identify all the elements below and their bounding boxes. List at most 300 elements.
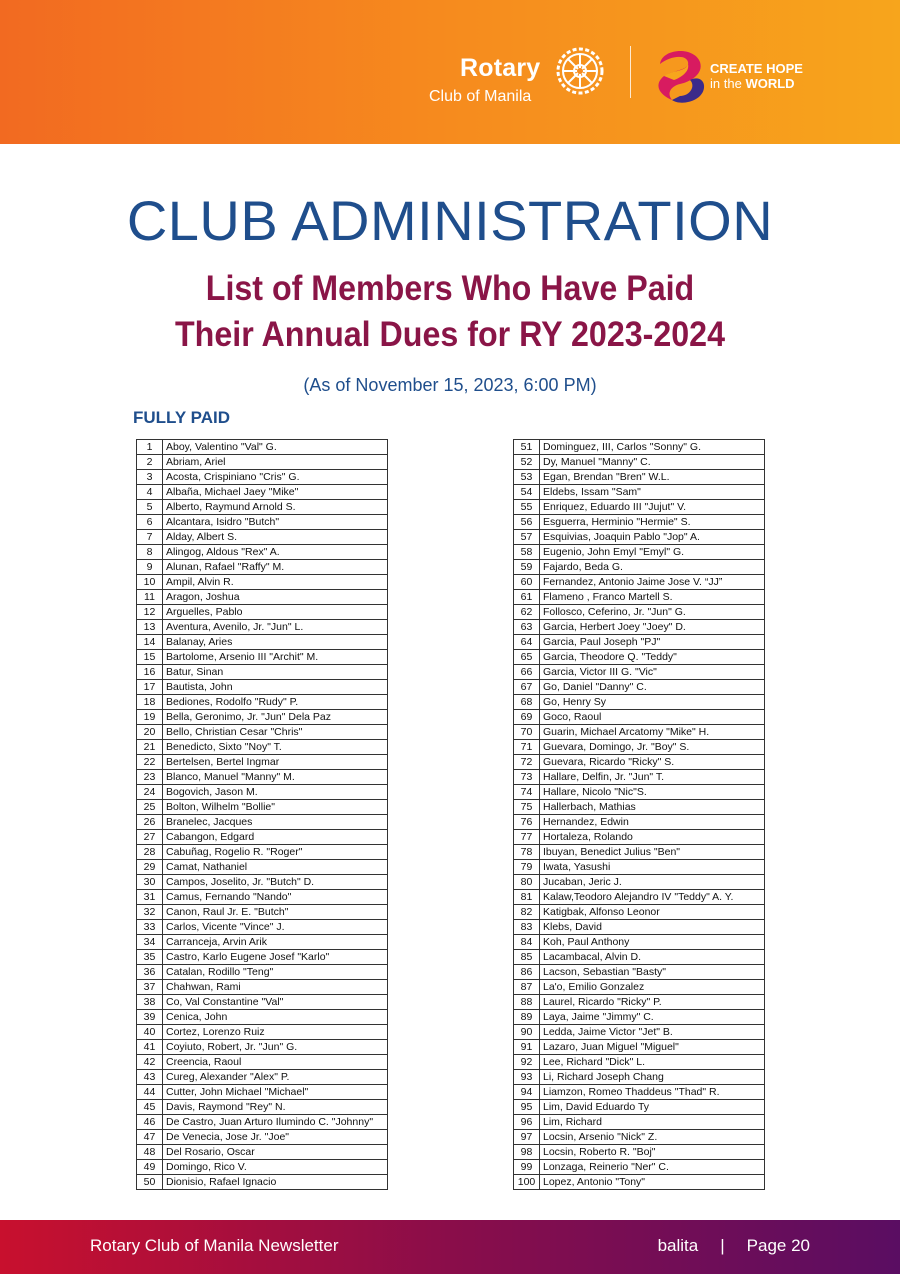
member-row — [137, 1115, 388, 1130]
footer-newsletter-name: Rotary Club of Manila Newsletter — [90, 1236, 339, 1255]
member-name: Lonzaga, Reinerio "Ner" C. — [540, 1160, 765, 1175]
member-name: Goco, Raoul — [540, 710, 765, 725]
member-number: 57 — [514, 530, 540, 545]
rotary-logo-subtitle: Club of Manila — [429, 88, 532, 105]
subtitle-line1: List of Members Who Have Paid — [205, 269, 695, 308]
member-name: Bartolome, Arsenio III "Archit" M. — [163, 650, 388, 665]
member-row — [514, 890, 765, 905]
member-name: Egan, Brendan "Bren" W.L. — [540, 470, 765, 485]
member-number: 98 — [514, 1145, 540, 1160]
member-number: 93 — [514, 1070, 540, 1085]
member-row — [514, 770, 765, 785]
member-row — [514, 455, 765, 470]
member-name: Garcia, Theodore Q. "Teddy" — [540, 650, 765, 665]
member-row — [137, 965, 388, 980]
member-number: 4 — [137, 485, 163, 500]
member-number: 68 — [514, 695, 540, 710]
member-row — [514, 530, 765, 545]
member-name: Lopez, Antonio "Tony" — [540, 1175, 765, 1190]
member-number: 10 — [137, 575, 163, 590]
member-name: Fernandez, Antonio Jaime Jose V. “JJ” — [540, 575, 765, 590]
member-number: 73 — [514, 770, 540, 785]
member-name: Go, Daniel "Danny" C. — [540, 680, 765, 695]
rotary-wheel-icon — [552, 43, 608, 99]
member-number: 19 — [137, 710, 163, 725]
member-name: Cabuñag, Rogelio R. "Roger" — [163, 845, 388, 860]
member-name: Kalaw,Teodoro Alejandro IV "Teddy" A. Y. — [540, 890, 765, 905]
member-row — [514, 680, 765, 695]
member-number: 88 — [514, 995, 540, 1010]
member-number: 97 — [514, 1130, 540, 1145]
member-row — [514, 1055, 765, 1070]
member-name: Liamzon, Romeo Thaddeus "Thad" R. — [540, 1085, 765, 1100]
member-number: 72 — [514, 755, 540, 770]
page-footer — [0, 1220, 900, 1274]
member-name: Carlos, Vicente "Vince" J. — [163, 920, 388, 935]
member-number: 41 — [137, 1040, 163, 1055]
member-number: 3 — [137, 470, 163, 485]
member-row — [137, 845, 388, 860]
member-number: 60 — [514, 575, 540, 590]
member-row — [514, 1085, 765, 1100]
page-header — [0, 0, 900, 144]
member-name: Cutter, John Michael "Michael" — [163, 1085, 388, 1100]
member-number: 74 — [514, 785, 540, 800]
member-number: 49 — [137, 1160, 163, 1175]
member-row — [514, 1145, 765, 1160]
member-number: 78 — [514, 845, 540, 860]
member-number: 84 — [514, 935, 540, 950]
member-row — [514, 875, 765, 890]
member-number: 5 — [137, 500, 163, 515]
member-number: 7 — [137, 530, 163, 545]
member-row — [514, 1160, 765, 1175]
member-number: 61 — [514, 590, 540, 605]
member-name: Cabangon, Edgard — [163, 830, 388, 845]
member-number: 25 — [137, 800, 163, 815]
footer-publication: balita — [657, 1236, 699, 1255]
member-row — [514, 860, 765, 875]
member-number: 55 — [514, 500, 540, 515]
member-name: Bolton, Wilhelm "Bollie" — [163, 800, 388, 815]
member-name: Esquivias, Joaquin Pablo "Jop" A. — [540, 530, 765, 545]
member-number: 17 — [137, 680, 163, 695]
member-number: 14 — [137, 635, 163, 650]
member-row — [514, 785, 765, 800]
member-row — [514, 590, 765, 605]
member-row — [137, 470, 388, 485]
member-number: 70 — [514, 725, 540, 740]
member-name: Jucaban, Jeric J. — [540, 875, 765, 890]
member-name: Coyiuto, Robert, Jr. "Jun" G. — [163, 1040, 388, 1055]
member-number: 95 — [514, 1100, 540, 1115]
member-number: 51 — [514, 440, 540, 455]
member-number: 42 — [137, 1055, 163, 1070]
member-name: Bertelsen, Bertel Ingmar — [163, 755, 388, 770]
member-row — [514, 620, 765, 635]
member-number: 76 — [514, 815, 540, 830]
member-number: 87 — [514, 980, 540, 995]
member-name: Batur, Sinan — [163, 665, 388, 680]
member-row — [514, 500, 765, 515]
member-row — [514, 905, 765, 920]
member-row — [137, 935, 388, 950]
footer-page-info — [658, 1236, 810, 1256]
member-row — [137, 875, 388, 890]
member-number: 91 — [514, 1040, 540, 1055]
member-name: Cenica, John — [163, 1010, 388, 1025]
member-name: Cortez, Lorenzo Ruiz — [163, 1025, 388, 1040]
member-number: 94 — [514, 1085, 540, 1100]
member-name: Cureg, Alexander "Alex" P. — [163, 1070, 388, 1085]
header-divider — [630, 46, 631, 98]
member-name: Bella, Geronimo, Jr. "Jun" Dela Paz — [163, 710, 388, 725]
member-number: 28 — [137, 845, 163, 860]
member-row — [514, 1175, 765, 1190]
members-table-left — [136, 439, 388, 1190]
member-row — [137, 440, 388, 455]
member-name: Guevara, Ricardo "Ricky" S. — [540, 755, 765, 770]
member-name: Hallare, Nicolo "Nic"S. — [540, 785, 765, 800]
member-number: 56 — [514, 515, 540, 530]
member-number: 66 — [514, 665, 540, 680]
member-number: 100 — [514, 1175, 540, 1190]
member-number: 31 — [137, 890, 163, 905]
member-row — [514, 995, 765, 1010]
member-number: 37 — [137, 980, 163, 995]
member-row — [137, 995, 388, 1010]
member-name: Ledda, Jaime Victor "Jet" B. — [540, 1025, 765, 1040]
member-row — [514, 1100, 765, 1115]
member-row — [137, 830, 388, 845]
member-name: Catalan, Rodillo "Teng" — [163, 965, 388, 980]
member-number: 9 — [137, 560, 163, 575]
member-name: Dionisio, Rafael Ignacio — [163, 1175, 388, 1190]
member-number: 86 — [514, 965, 540, 980]
member-row — [137, 815, 388, 830]
member-row — [514, 515, 765, 530]
member-number: 67 — [514, 680, 540, 695]
member-number: 48 — [137, 1145, 163, 1160]
member-row — [514, 1040, 765, 1055]
member-name: Benedicto, Sixto "Noy" T. — [163, 740, 388, 755]
member-name: Acosta, Crispiniano "Cris" G. — [163, 470, 388, 485]
member-row — [137, 980, 388, 995]
member-number: 30 — [137, 875, 163, 890]
member-number: 62 — [514, 605, 540, 620]
member-name: Camus, Fernando "Nando" — [163, 890, 388, 905]
member-row — [514, 440, 765, 455]
member-name: Creencia, Raoul — [163, 1055, 388, 1070]
member-number: 21 — [137, 740, 163, 755]
footer-separator: | — [720, 1236, 725, 1255]
member-row — [137, 1010, 388, 1025]
member-row — [514, 800, 765, 815]
member-number: 16 — [137, 665, 163, 680]
member-number: 99 — [514, 1160, 540, 1175]
member-number: 63 — [514, 620, 540, 635]
member-number: 81 — [514, 890, 540, 905]
member-name: Aboy, Valentino "Val" G. — [163, 440, 388, 455]
member-row — [137, 1175, 388, 1190]
member-number: 71 — [514, 740, 540, 755]
member-name: Alberto, Raymund Arnold S. — [163, 500, 388, 515]
member-name: Alday, Albert S. — [163, 530, 388, 545]
member-row — [514, 740, 765, 755]
member-row — [137, 1025, 388, 1040]
member-number: 13 — [137, 620, 163, 635]
member-name: Koh, Paul Anthony — [540, 935, 765, 950]
member-name: Esguerra, Herminio "Hermie" S. — [540, 515, 765, 530]
member-row — [137, 455, 388, 470]
member-row — [137, 785, 388, 800]
member-row — [514, 575, 765, 590]
member-number: 53 — [514, 470, 540, 485]
member-number: 75 — [514, 800, 540, 815]
member-name: Alunan, Rafael "Raffy" M. — [163, 560, 388, 575]
member-number: 24 — [137, 785, 163, 800]
member-row — [137, 710, 388, 725]
member-row — [137, 1160, 388, 1175]
page-title: CLUB ADMINISTRATION — [126, 189, 774, 252]
tagline-line1: CREATE HOPE — [710, 61, 803, 76]
member-name: Castro, Karlo Eugene Josef "Karlo" — [163, 950, 388, 965]
member-name: Ibuyan, Benedict Julius "Ben" — [540, 845, 765, 860]
member-number: 89 — [514, 1010, 540, 1025]
rotary-club-logo — [428, 48, 618, 112]
member-name: Locsin, Roberto R. "Boj" — [540, 1145, 765, 1160]
member-row — [514, 560, 765, 575]
member-name: Balanay, Aries — [163, 635, 388, 650]
member-row — [514, 830, 765, 845]
member-name: Alcantara, Isidro "Butch" — [163, 515, 388, 530]
member-name: Guarin, Michael Arcatomy "Mike" H. — [540, 725, 765, 740]
member-name: Li, Richard Joseph Chang — [540, 1070, 765, 1085]
member-number: 83 — [514, 920, 540, 935]
member-name: Canon, Raul Jr. E. "Butch" — [163, 905, 388, 920]
member-name: Enriquez, Eduardo III "Jujut" V. — [540, 500, 765, 515]
member-name: Iwata, Yasushi — [540, 860, 765, 875]
member-row — [137, 560, 388, 575]
member-name: Hernandez, Edwin — [540, 815, 765, 830]
section-label-fully-paid: FULLY PAID — [133, 408, 230, 427]
member-name: Branelec, Jacques — [163, 815, 388, 830]
member-row — [514, 1070, 765, 1085]
member-name: Laurel, Ricardo "Ricky" P. — [540, 995, 765, 1010]
member-name: Lim, David Eduardo Ty — [540, 1100, 765, 1115]
member-number: 65 — [514, 650, 540, 665]
member-row — [514, 1010, 765, 1025]
members-table-right — [513, 439, 765, 1190]
member-row — [514, 1025, 765, 1040]
member-number: 18 — [137, 695, 163, 710]
member-row — [137, 620, 388, 635]
member-row — [514, 950, 765, 965]
member-number: 36 — [137, 965, 163, 980]
member-name: De Venecia, Jose Jr. "Joe" — [163, 1130, 388, 1145]
member-row — [137, 605, 388, 620]
member-name: Klebs, David — [540, 920, 765, 935]
member-row — [514, 650, 765, 665]
member-name: Lazaro, Juan Miguel "Miguel" — [540, 1040, 765, 1055]
member-row — [137, 950, 388, 965]
member-name: Go, Henry Sy — [540, 695, 765, 710]
member-name: Arguelles, Pablo — [163, 605, 388, 620]
member-name: Aragon, Joshua — [163, 590, 388, 605]
member-number: 20 — [137, 725, 163, 740]
member-number: 90 — [514, 1025, 540, 1040]
member-number: 96 — [514, 1115, 540, 1130]
member-name: Aventura, Avenilo, Jr. "Jun" L. — [163, 620, 388, 635]
member-number: 22 — [137, 755, 163, 770]
member-row — [514, 710, 765, 725]
member-name: Ampil, Alvin R. — [163, 575, 388, 590]
member-number: 11 — [137, 590, 163, 605]
footer-page-number: Page 20 — [746, 1236, 810, 1255]
member-number: 79 — [514, 860, 540, 875]
member-row — [514, 485, 765, 500]
member-number: 46 — [137, 1115, 163, 1130]
member-number: 92 — [514, 1055, 540, 1070]
member-row — [137, 590, 388, 605]
member-row — [514, 545, 765, 560]
member-number: 12 — [137, 605, 163, 620]
member-row — [137, 920, 388, 935]
member-name: Campos, Joselito, Jr. "Butch" D. — [163, 875, 388, 890]
member-number: 43 — [137, 1070, 163, 1085]
member-row — [137, 680, 388, 695]
member-number: 6 — [137, 515, 163, 530]
member-row — [514, 470, 765, 485]
member-name: Chahwan, Rami — [163, 980, 388, 995]
member-row — [137, 800, 388, 815]
member-number: 54 — [514, 485, 540, 500]
member-row — [137, 575, 388, 590]
member-name: Bello, Christian Cesar "Chris" — [163, 725, 388, 740]
member-number: 32 — [137, 905, 163, 920]
member-name: Bautista, John — [163, 680, 388, 695]
member-number: 29 — [137, 860, 163, 875]
member-number: 27 — [137, 830, 163, 845]
member-row — [514, 635, 765, 650]
member-name: Hallare, Delfin, Jr. "Jun" T. — [540, 770, 765, 785]
member-name: Garcia, Herbert Joey "Joey" D. — [540, 620, 765, 635]
member-name: Albaña, Michael Jaey "Mike" — [163, 485, 388, 500]
member-number: 58 — [514, 545, 540, 560]
member-row — [514, 845, 765, 860]
member-row — [137, 650, 388, 665]
tagline-line2-bold: WORLD — [745, 76, 795, 91]
member-row — [514, 935, 765, 950]
member-number: 15 — [137, 650, 163, 665]
member-number: 80 — [514, 875, 540, 890]
member-row — [137, 905, 388, 920]
member-name: Laya, Jaime "Jimmy" C. — [540, 1010, 765, 1025]
member-name: Del Rosario, Oscar — [163, 1145, 388, 1160]
member-name: Lim, Richard — [540, 1115, 765, 1130]
member-name: Abriam, Ariel — [163, 455, 388, 470]
member-number: 2 — [137, 455, 163, 470]
member-name: Garcia, Victor III G. "Vic" — [540, 665, 765, 680]
member-number: 47 — [137, 1130, 163, 1145]
subtitle-line2: Their Annual Dues for RY 2023-2024 — [175, 315, 725, 354]
member-row — [514, 920, 765, 935]
member-row — [137, 725, 388, 740]
member-row — [137, 770, 388, 785]
member-row — [514, 755, 765, 770]
member-name: Fajardo, Beda G. — [540, 560, 765, 575]
member-name: Davis, Raymond "Rey" N. — [163, 1100, 388, 1115]
member-number: 35 — [137, 950, 163, 965]
member-name: De Castro, Juan Arturo Ilumindo C. "Johnny" — [163, 1115, 388, 1130]
member-row — [137, 1130, 388, 1145]
member-name: Co, Val Constantine "Val" — [163, 995, 388, 1010]
member-name: Dominguez, III, Carlos "Sonny" G. — [540, 440, 765, 455]
member-name: Katigbak, Alfonso Leonor — [540, 905, 765, 920]
member-row — [137, 485, 388, 500]
member-number: 23 — [137, 770, 163, 785]
member-name: Lacambacal, Alvin D. — [540, 950, 765, 965]
member-row — [137, 1040, 388, 1055]
create-hope-tagline — [710, 61, 803, 91]
as-of-date: (As of November 15, 2023, 6:00 PM) — [303, 375, 597, 395]
member-number: 59 — [514, 560, 540, 575]
member-name: Garcia, Paul Joseph "PJ" — [540, 635, 765, 650]
member-name: Bogovich, Jason M. — [163, 785, 388, 800]
member-row — [137, 695, 388, 710]
member-name: Lacson, Sebastian "Basty" — [540, 965, 765, 980]
member-name: Eugenio, John Emyl "Emyl" G. — [540, 545, 765, 560]
member-number: 44 — [137, 1085, 163, 1100]
member-number: 45 — [137, 1100, 163, 1115]
member-number: 33 — [137, 920, 163, 935]
member-row — [514, 695, 765, 710]
member-row — [137, 1145, 388, 1160]
page-subtitle — [36, 266, 864, 358]
member-number: 77 — [514, 830, 540, 845]
member-name: Carranceja, Arvin Arik — [163, 935, 388, 950]
member-row — [514, 815, 765, 830]
member-number: 34 — [137, 935, 163, 950]
member-number: 69 — [514, 710, 540, 725]
member-number: 8 — [137, 545, 163, 560]
member-row — [137, 1055, 388, 1070]
member-name: Follosco, Ceferino, Jr. "Jun" G. — [540, 605, 765, 620]
member-number: 39 — [137, 1010, 163, 1025]
member-row — [514, 1115, 765, 1130]
tagline-line2-prefix: in the — [710, 76, 742, 91]
member-name: Hallerbach, Mathias — [540, 800, 765, 815]
member-row — [137, 860, 388, 875]
rotary-logo-name: Rotary — [460, 54, 541, 82]
member-row — [137, 545, 388, 560]
member-number: 26 — [137, 815, 163, 830]
member-number: 40 — [137, 1025, 163, 1040]
member-row — [137, 515, 388, 530]
member-name: Lee, Richard "Dick" L. — [540, 1055, 765, 1070]
member-name: Bediones, Rodolfo "Rudy" P. — [163, 695, 388, 710]
member-row — [137, 890, 388, 905]
member-number: 85 — [514, 950, 540, 965]
member-name: Locsin, Arsenio "Nick" Z. — [540, 1130, 765, 1145]
member-number: 1 — [137, 440, 163, 455]
member-row — [137, 665, 388, 680]
member-name: Alingog, Aldous "Rex" A. — [163, 545, 388, 560]
member-number: 38 — [137, 995, 163, 1010]
member-row — [514, 1130, 765, 1145]
member-name: Hortaleza, Rolando — [540, 830, 765, 845]
member-name: Guevara, Domingo, Jr. "Boy" S. — [540, 740, 765, 755]
